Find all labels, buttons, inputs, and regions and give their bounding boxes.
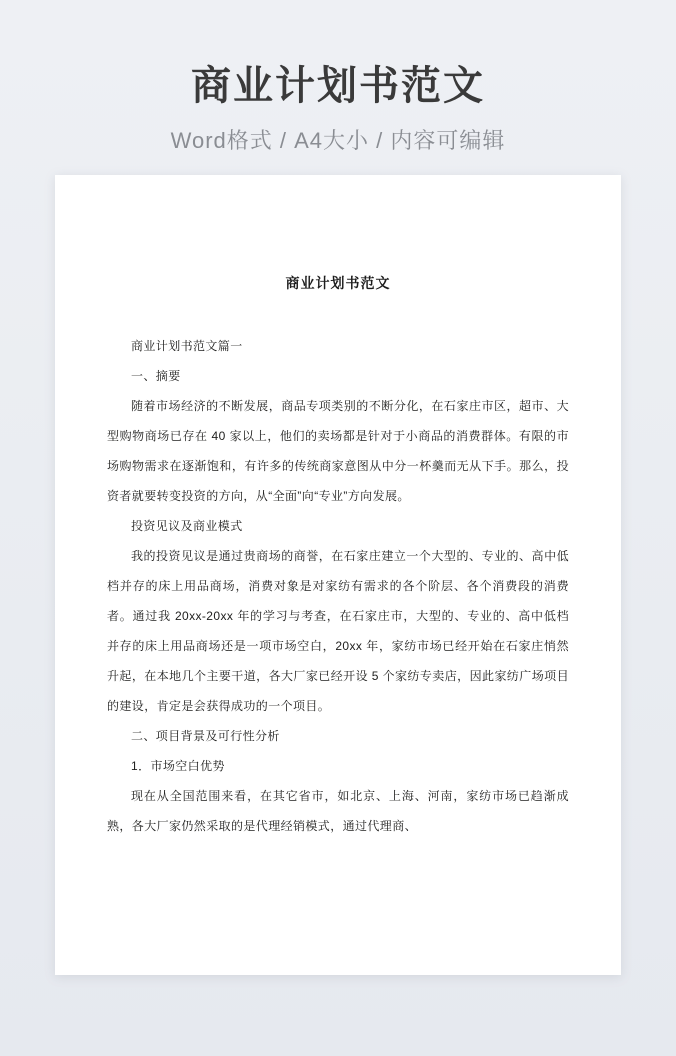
paragraph: 我的投资见议是通过贵商场的商誉，在石家庄建立一个大型的、专业的、高中低档并存的床上用品商场，消费对象是对家纺有需求的各个阶层、各个消费段的消费者。通过我 20xx-20xx 年的学习与考查，在石家庄市，大型的、专业的、高中低档并存的床上用品商场还是一项市场空白，20xx 年，家纺市场已经开始在石家庄悄然升起，在本地几个主要干道，各大厂家已经开设 5 个家纺专卖店，因此家纺广场项目的建设，肯定是会获得成功的一个项目。 [107,549,569,713]
page-title: 商业计划书范文 [191,64,485,108]
paragraph: 一、摘要 [131,369,181,383]
document-body [107,331,569,841]
paragraph: 现在从全国范围来看，在其它省市，如北京、上海、河南，家纺市场已趋渐成熟，各大厂家仍然采取的是代理经销模式，通过代理商、 [107,789,569,833]
paragraph: 商业计划书范文篇一 [131,339,243,353]
paragraph: 投资见议及商业模式 [131,519,243,533]
document-title: 商业计划书范文 [285,275,391,291]
paragraph: 二、项目背景及可行性分析 [131,729,280,743]
paragraph: 1．市场空白优势 [131,759,225,773]
page-subtitle: Word格式 / A4大小 / 内容可编辑 [170,128,506,153]
document-preview[interactable] [55,175,621,975]
document-content [55,273,621,841]
paragraph: 随着市场经济的不断发展，商品专项类别的不断分化，在石家庄市区，超市、大型购物商场已存在 40 家以上，他们的卖场都是针对于小商品的消费群体。有限的市场购物需求在逐渐饱和，有许多的传统商家意图从中分一杯羹而无从下手。那么，投资者就要转变投资的方向，从“全面”向“专业”方向发展。 [107,399,569,503]
page-header [0,0,676,155]
